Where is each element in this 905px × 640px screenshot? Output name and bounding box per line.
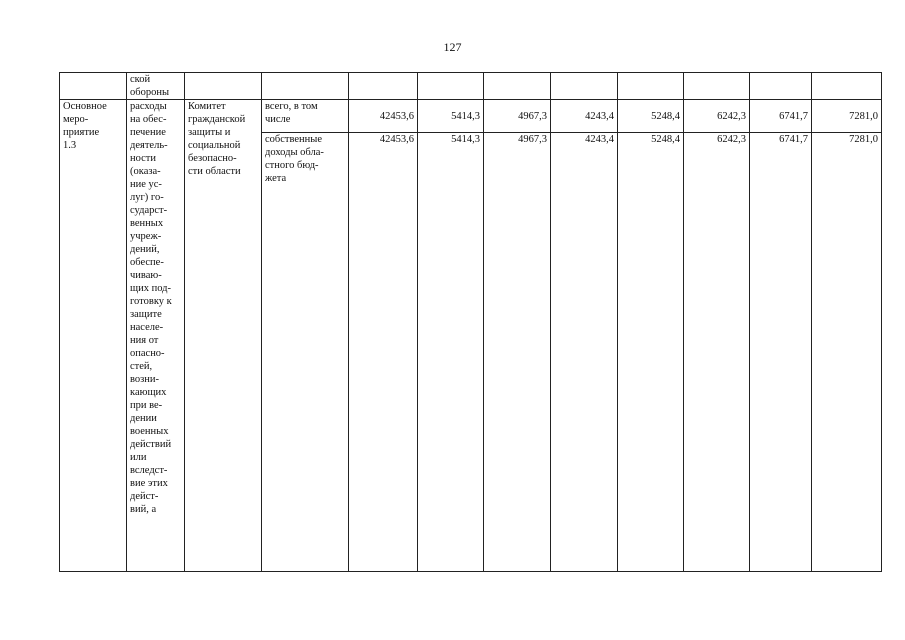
cell-own-value: 5414,3 <box>418 133 484 572</box>
page-number: 127 <box>443 40 462 54</box>
table-row-total <box>60 100 882 133</box>
cell-own-value: 6242,3 <box>684 133 750 572</box>
budget-table <box>59 72 882 572</box>
cell-total-value: 5414,3 <box>418 100 484 133</box>
cell-empty <box>484 73 551 100</box>
cell-own-value: 4967,3 <box>484 133 551 572</box>
cell-continuation-name: ской обороны <box>127 73 185 100</box>
cell-own-value: 7281,0 <box>812 133 882 572</box>
cell-empty <box>684 73 750 100</box>
cell-empty <box>812 73 882 100</box>
cell-empty <box>418 73 484 100</box>
cell-own-value: 5248,4 <box>618 133 684 572</box>
cell-own-value: 6741,7 <box>750 133 812 572</box>
continuation-row <box>60 73 882 100</box>
cell-empty <box>262 73 349 100</box>
cell-total-value: 6242,3 <box>684 100 750 133</box>
cell-measure-name: расходы на обес- печение деятель- ности (оказа- ние ус- луг) го- сударст- венных учреж- дений, обеспе- чиваю- щих под- готовку к защите населе- ния от опасно- стей, возни- кающих при ве- дении военных действий или вследст- вие этих дейст- вий, а <box>127 100 185 572</box>
cell-empty <box>618 73 684 100</box>
cell-empty <box>551 73 618 100</box>
cell-empty <box>185 73 262 100</box>
cell-total-value: 6741,7 <box>750 100 812 133</box>
cell-own-value: 4243,4 <box>551 133 618 572</box>
cell-total-value: 4967,3 <box>484 100 551 133</box>
cell-total-value: 5248,4 <box>618 100 684 133</box>
cell-empty <box>60 73 127 100</box>
cell-total-value: 4243,4 <box>551 100 618 133</box>
cell-measure-code: Основное меро- приятие 1.3 <box>60 100 127 572</box>
cell-executor: Комитет гражданской защиты и социальной безопасно- сти области <box>185 100 262 572</box>
cell-empty <box>750 73 812 100</box>
cell-total-value: 7281,0 <box>812 100 882 133</box>
cell-own-value: 42453,6 <box>349 133 418 572</box>
cell-empty <box>349 73 418 100</box>
cell-source-total: всего, в том числе <box>262 100 349 133</box>
cell-source-own: собственные доходы обла- стного бюд- жета <box>262 133 349 572</box>
cell-total-value: 42453,6 <box>349 100 418 133</box>
